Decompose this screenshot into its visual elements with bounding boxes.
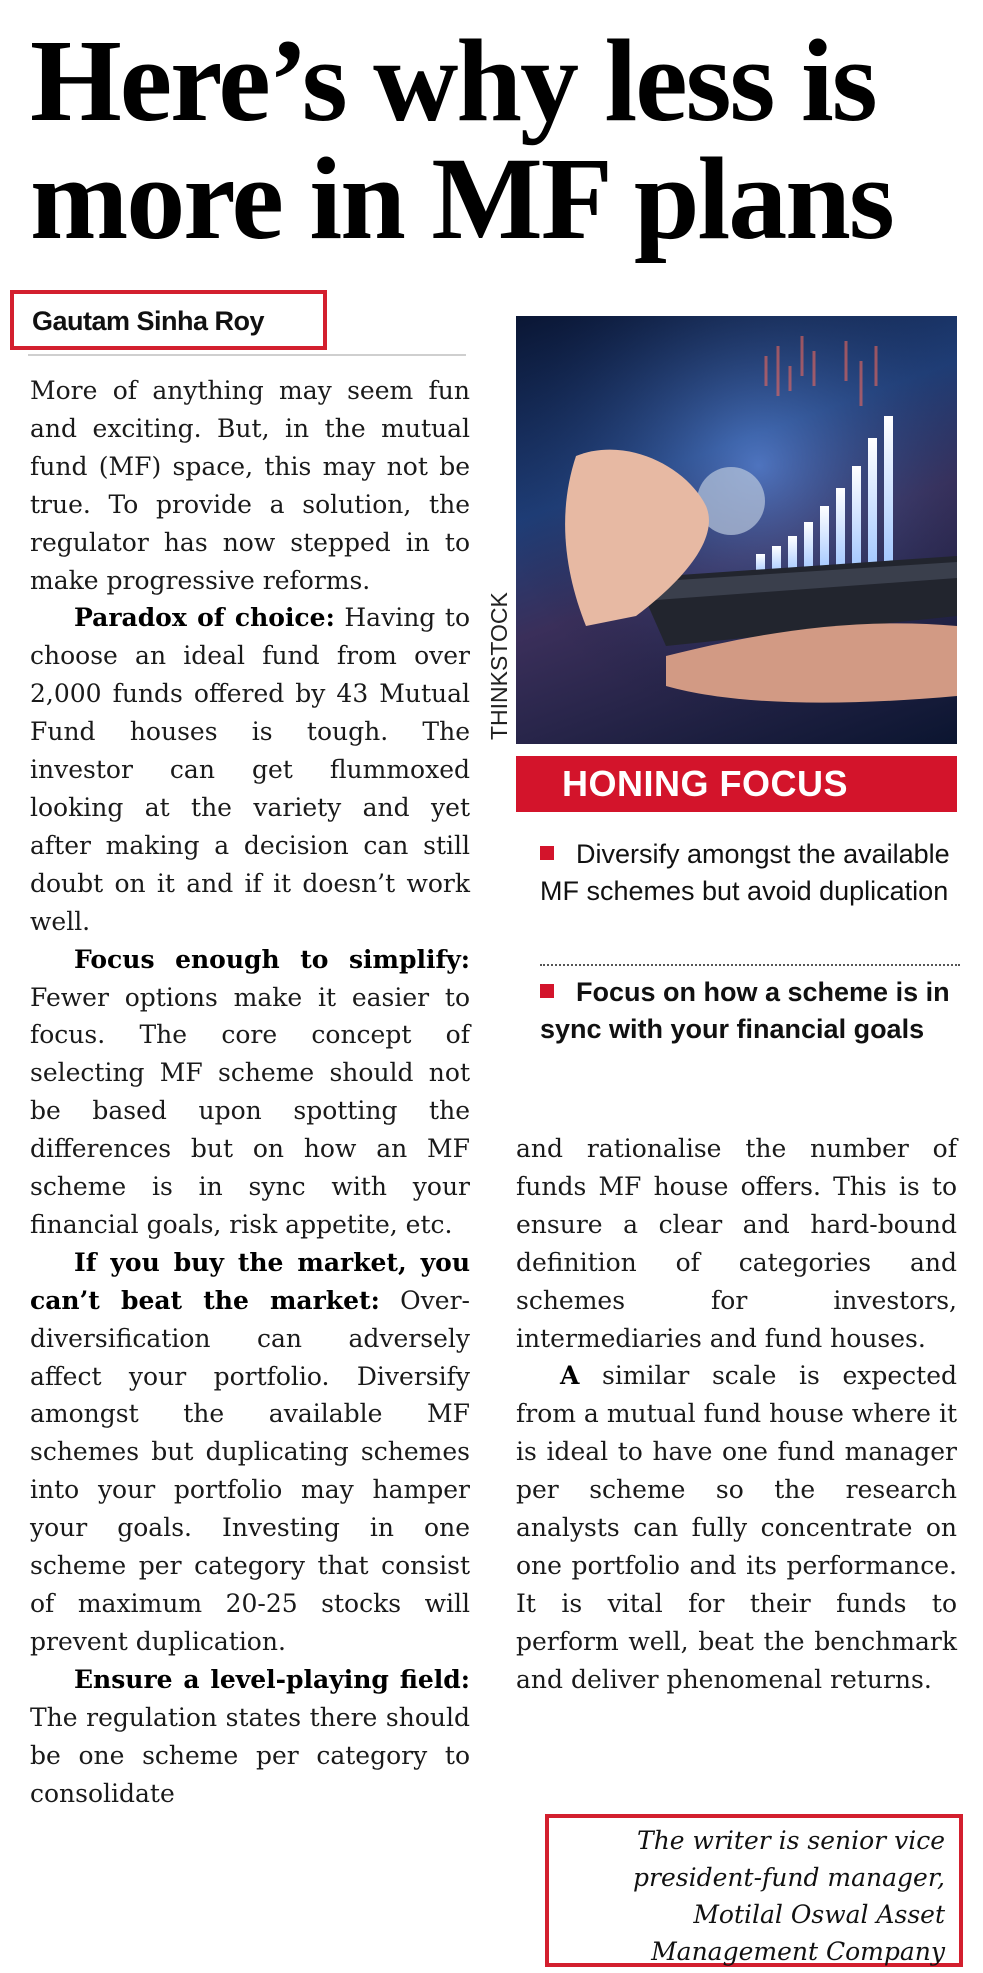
headline-line-2: more in MF plans <box>30 133 893 264</box>
article-left-column <box>30 372 470 1812</box>
writer-note-line-1: The writer is senior vice <box>637 1826 945 1855</box>
writer-note-line-3: Motilal Oswal Asset <box>693 1900 945 1929</box>
tablet-chart-illustration <box>516 316 957 744</box>
paragraph-similar-scale-lead: A <box>560 1361 580 1391</box>
bullet-square-icon <box>540 984 554 998</box>
sidebar-bullet-1-text: Diversify amongst the available MF schemes but avoid duplication <box>540 839 950 906</box>
paragraph-similar-scale-body: similar scale is expected from a mutual fund house where it is ideal to have one fund manager per scheme so the research analysts can fully concentrate on one portfolio and its performance. It is vital for their funds to perform well, beat the benchmark and deliver phenomenal returns. <box>516 1361 957 1694</box>
sidebar-bullet-2 <box>540 974 960 1048</box>
writer-note-line-2: president-fund manager, <box>633 1863 945 1892</box>
byline: Gautam Sinha Roy <box>10 290 327 350</box>
writer-note <box>545 1814 963 1967</box>
paragraph-paradox <box>30 599 470 940</box>
article-right-column <box>516 1130 957 1699</box>
paragraph-intro: More of anything may seem fun and exciting. But, in the mutual fund (MF) space, this may not be true. To provide a solution, the regulator has now stepped in to make progressive reforms. <box>30 376 470 595</box>
paragraph-level-field-body: The regulation states there should be one scheme per category to consolidate <box>30 1702 470 1808</box>
sidebar-bullet-2-text: Focus on how a scheme is in sync with your financial goals <box>540 977 950 1044</box>
subhead-level-field: Ensure a level-playing field: <box>74 1664 470 1694</box>
sidebar-title: HONING FOCUS <box>516 756 957 812</box>
headline-line-1: Here’s why less is <box>30 15 876 146</box>
photo-credit: THINKSTOCK <box>486 592 512 740</box>
byline-divider <box>28 354 466 356</box>
bullet-square-icon <box>540 846 554 860</box>
headline <box>30 15 960 264</box>
sidebar-divider <box>540 964 960 966</box>
subhead-market: If you buy the market, you can’t beat the market: <box>30 1247 470 1315</box>
paragraph-focus <box>30 941 470 1244</box>
article-photo <box>516 316 957 744</box>
paragraph-market-body: Over-diversification can adversely affect your portfolio. Diversify amongst the available MF schemes but duplicating schemes into your portfolio may hamper your goals. Investing in one scheme per category that consist of maximum 20-25 stocks will prevent duplication. <box>30 1285 470 1656</box>
paragraph-paradox-body: Having to choose an ideal fund from over 2,000 funds offered by 43 Mutual Fund houses is tough. The investor can get flummoxed looking at the variety and yet after making a decision can still doubt on it and if it doesn’t work well. <box>30 603 470 936</box>
paragraph-focus-body: Fewer options make it easier to focus. The core concept of selecting MF scheme should not be based upon spotting the differences but on how an MF scheme is in sync with your financial goals, risk appetite, etc. <box>30 982 470 1239</box>
paragraph-rationalise: and rationalise the number of funds MF house offers. This is to ensure a clear and hard-bound definition of categories and schemes for investors, intermediaries and fund houses. <box>516 1134 957 1353</box>
subhead-paradox: Paradox of choice: <box>74 603 335 633</box>
writer-note-line-4: Management Company <box>651 1937 945 1966</box>
paragraph-level-field <box>30 1661 470 1813</box>
sidebar-bullet-1 <box>540 836 960 910</box>
paragraph-market <box>30 1244 470 1661</box>
paragraph-similar-scale <box>516 1357 957 1698</box>
subhead-focus: Focus enough to simplify: <box>74 944 470 974</box>
